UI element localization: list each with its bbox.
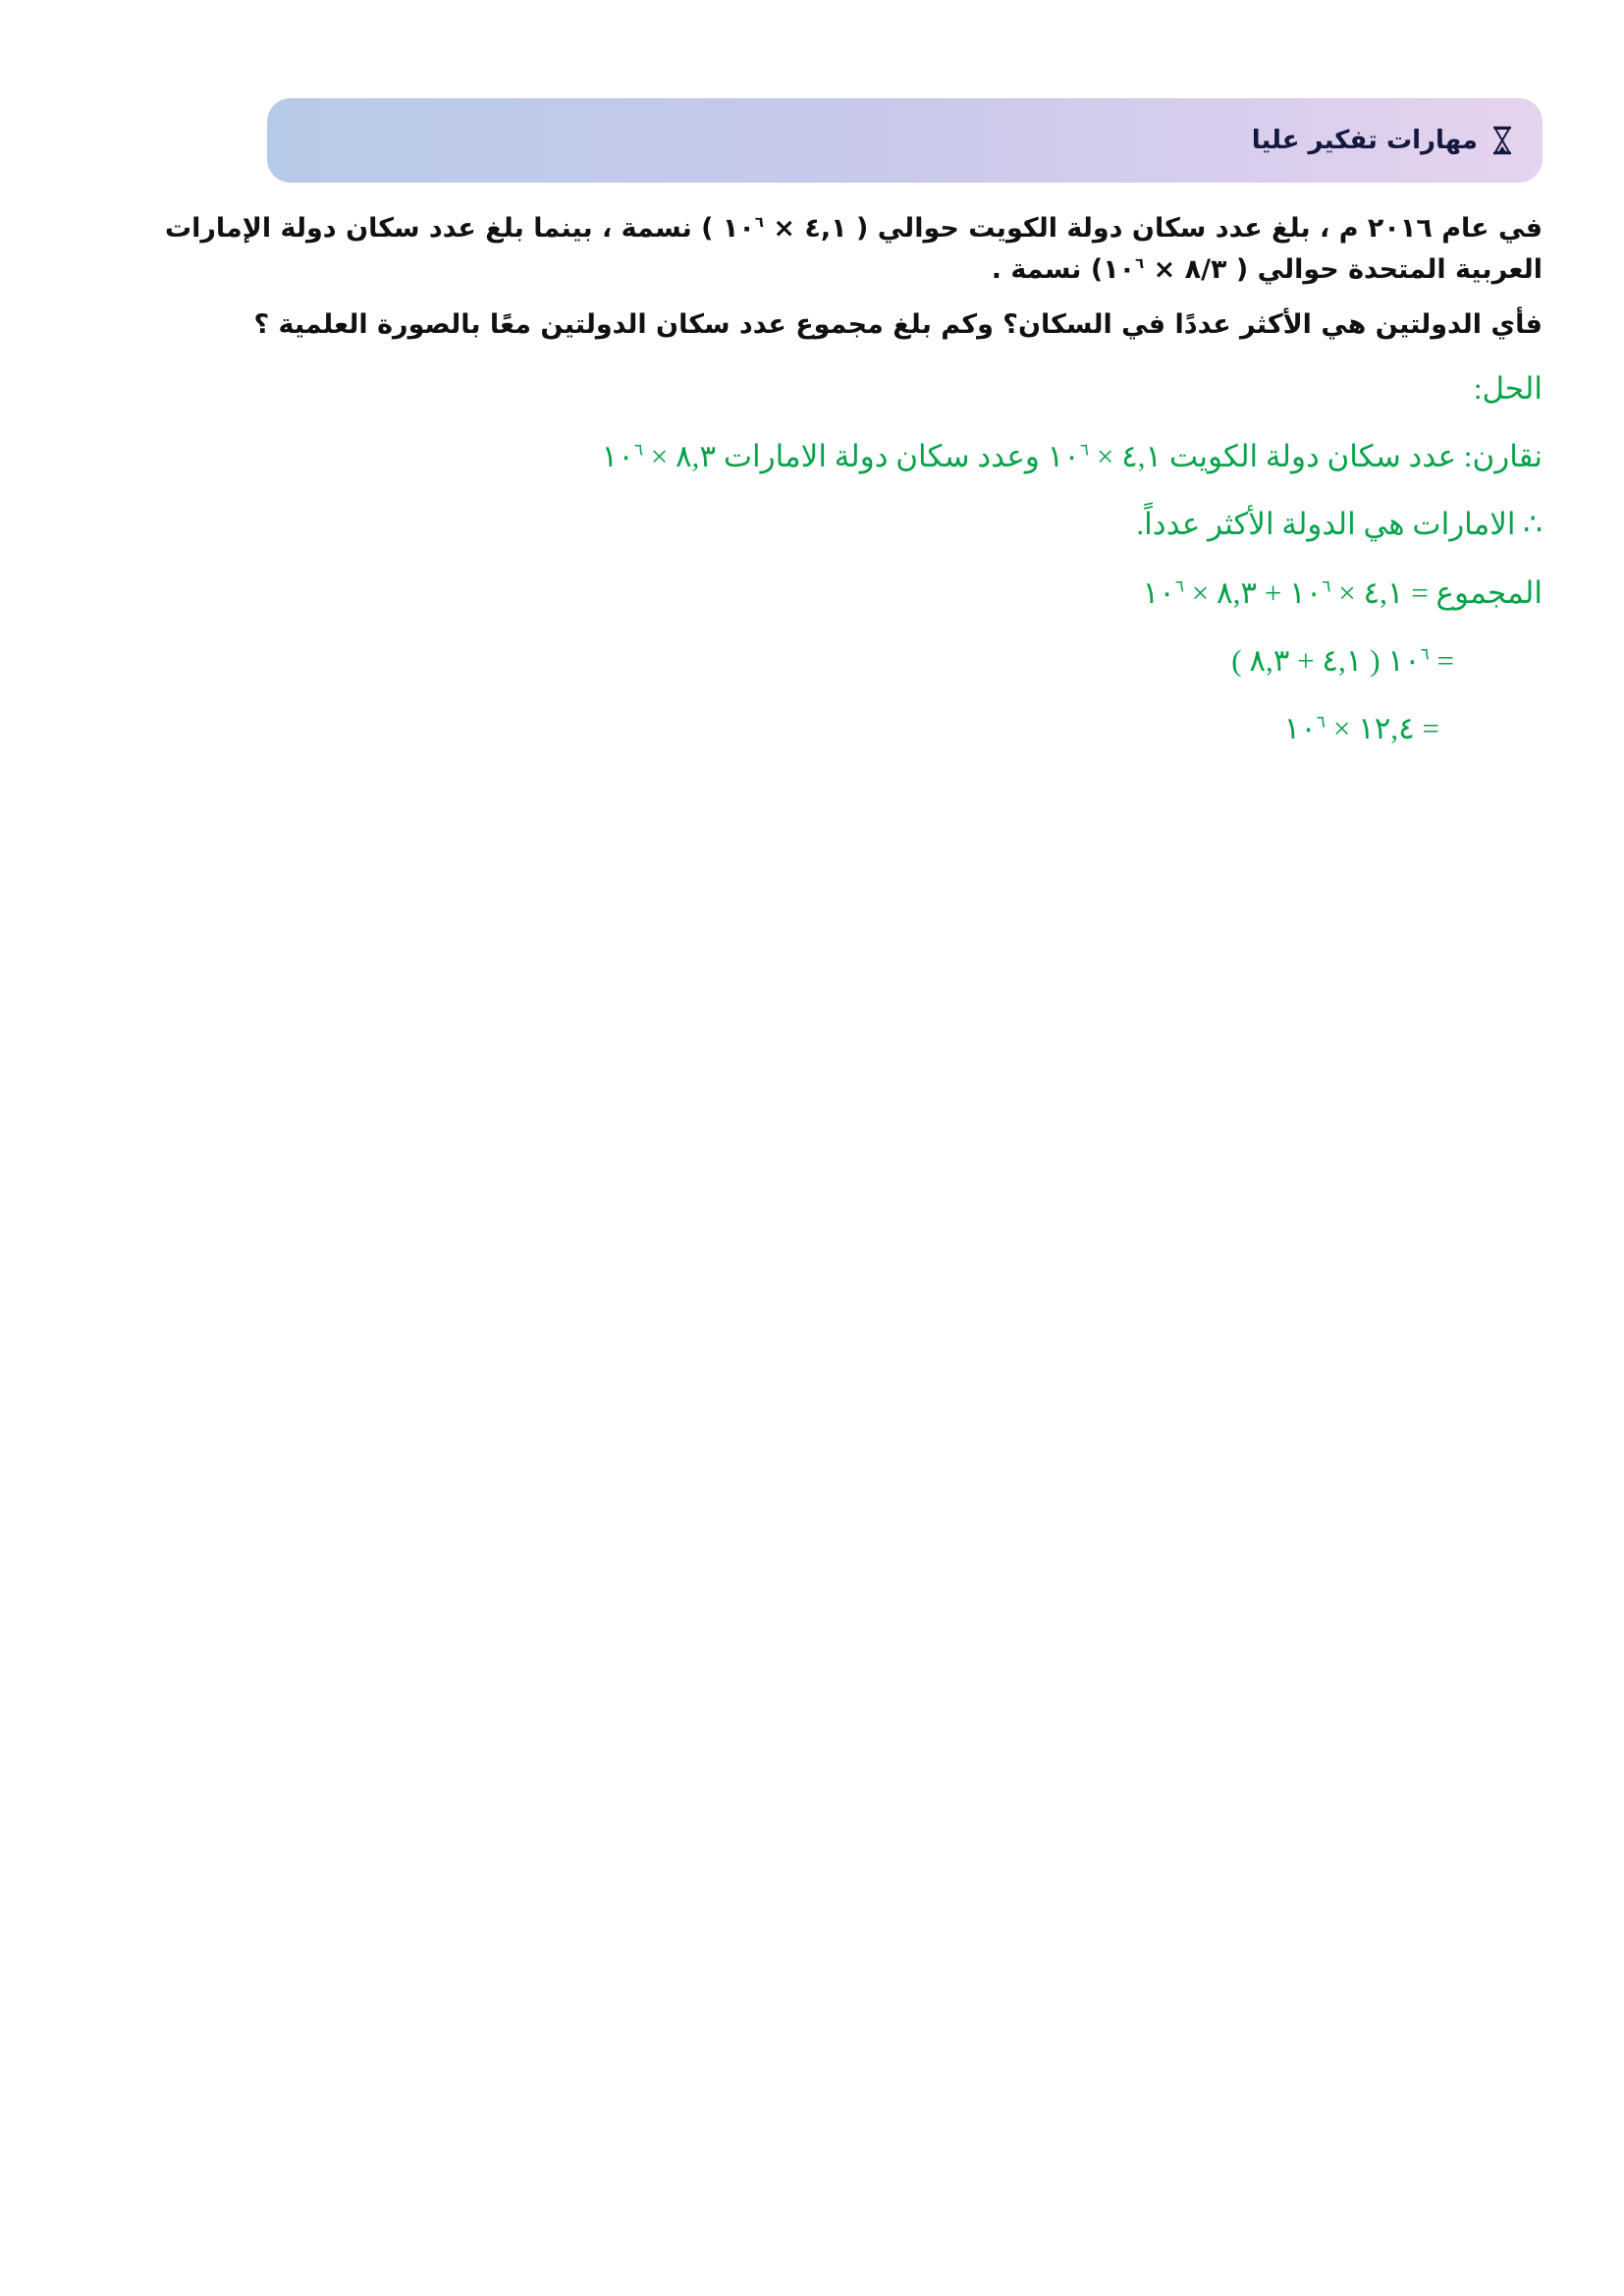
solution-step-3 bbox=[157, 707, 1543, 749]
exponent: ٦ bbox=[1316, 713, 1326, 733]
step2-text-b: ( ٤,١ + ٨,٣ ) bbox=[1231, 643, 1388, 679]
main-content bbox=[157, 208, 1543, 750]
sum-text-b: + ٨,٣ × ١٠ bbox=[1142, 574, 1290, 610]
exponent: ٦ bbox=[754, 213, 764, 231]
exponent: ٦ bbox=[1135, 253, 1145, 272]
sum-text-a: المجموع = ٤,١ × ١٠ bbox=[1289, 574, 1543, 610]
section-banner bbox=[267, 98, 1543, 183]
solution-compare bbox=[157, 435, 1543, 477]
exponent: ٦ bbox=[633, 440, 644, 460]
solution-conclusion: ∴ الامارات هي الدولة الأكثر عدداً. bbox=[1136, 507, 1543, 542]
exponent: ٦ bbox=[1420, 644, 1430, 664]
solution-step-2 bbox=[157, 639, 1543, 682]
question-paragraph-2: فأي الدولتين هي الأكثر عددًا في السكان؟ وكم بلغ مجموع عدد سكان الدولتين معًا بالصورة العلمية ؟ bbox=[253, 308, 1543, 340]
step2-text-a: = ١٠ bbox=[1387, 643, 1454, 679]
solution-sum bbox=[157, 572, 1543, 614]
compare-text-b: وعدد سكان دولة الامارات ٨,٣ × ١٠ bbox=[601, 438, 1048, 473]
hourglass-icon bbox=[1491, 126, 1513, 155]
exponent: ٦ bbox=[1079, 440, 1090, 460]
step3-text: = ١٢,٤ × ١٠ bbox=[1283, 711, 1439, 746]
exponent: ٦ bbox=[1322, 576, 1331, 596]
question-text-c: ) نسمة . bbox=[991, 253, 1104, 285]
exponent: ٦ bbox=[1174, 576, 1185, 596]
question-text-b: ) نسمة ، بينما بلغ عدد سكان دولة الإمارات العربية المتحدة حوالي ( ٨/٣ × ١٠ bbox=[164, 213, 1543, 285]
compare-text-a: نقارن: عدد سكان دولة الكويت ٤,١ × ١٠ bbox=[1047, 438, 1543, 473]
banner-title: مهارات تفكير عليا bbox=[1251, 126, 1478, 155]
solution-heading: الحل: bbox=[1473, 370, 1543, 406]
question-text-a: في عام ٢٠١٦ م ، بلغ عدد سكان دولة الكويت حوالي ( ٤,١ × ١٠ bbox=[722, 213, 1543, 244]
question-paragraph-1 bbox=[157, 208, 1543, 291]
